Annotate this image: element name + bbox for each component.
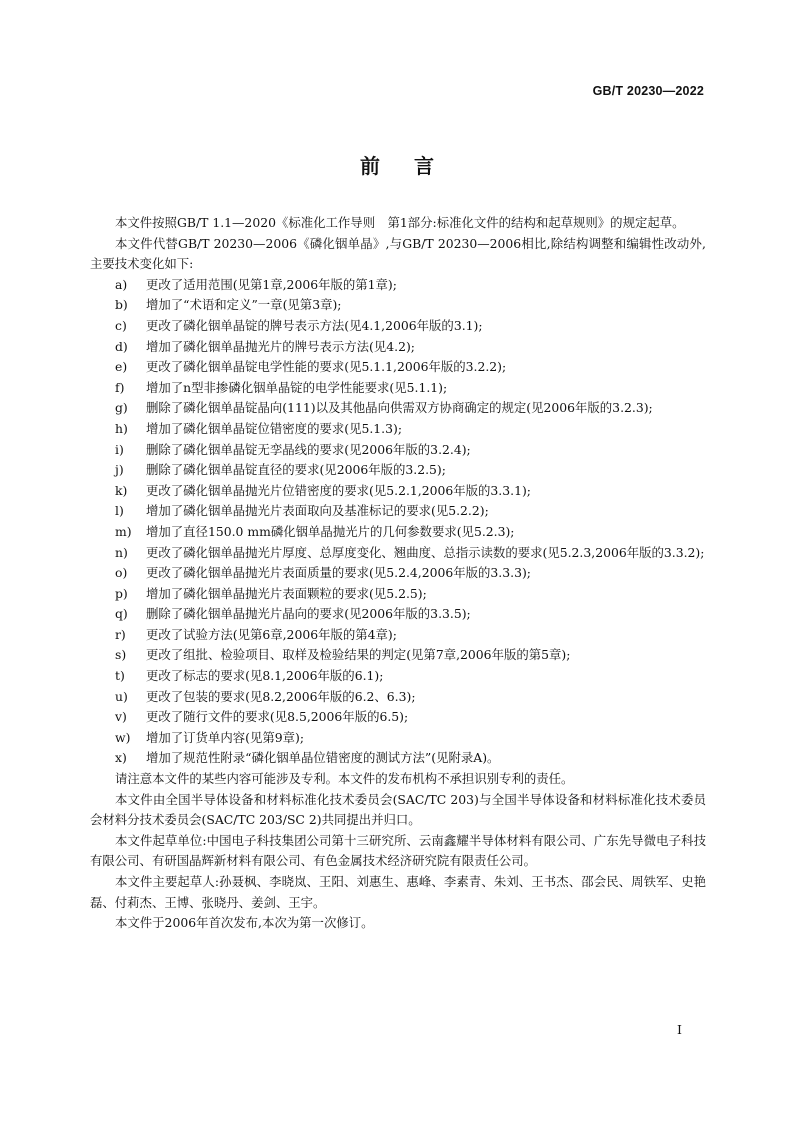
closing-paragraph: 本文件主要起草人:孙聂枫、李晓岚、王阳、刘惠生、惠峰、李素青、朱刘、王书杰、邵会民、周铁军、史艳磊、付莉杰、王博、张晓丹、姜剑、王宇。 <box>90 874 706 910</box>
change-item-text: 增加了n型非掺磷化铟单晶锭的电学性能要求(见5.1.1); <box>146 379 448 395</box>
change-item-text: 增加了磷化铟单晶锭位错密度的要求(见5.1.3); <box>146 420 403 436</box>
change-item <box>115 625 706 646</box>
change-item <box>115 522 706 543</box>
change-item <box>115 645 706 666</box>
change-item-label: p) <box>115 585 128 601</box>
change-item-text: 更改了磷化铟单晶抛光片厚度、总厚度变化、翘曲度、总指示读数的要求(见5.2.3,2006年版的3.3.2); <box>146 544 705 560</box>
change-item-text: 更改了试验方法(见第6章,2006年版的第4章); <box>146 626 397 642</box>
page-number: I <box>677 1022 682 1037</box>
change-item-text: 增加了规范性附录“磷化铟单晶位错密度的测试方法”(见附录A)。 <box>146 750 500 766</box>
change-item <box>115 357 706 378</box>
change-item-text: 增加了订货单内容(见第9章); <box>146 729 305 745</box>
change-item-label: h) <box>115 420 128 436</box>
change-item-text: 更改了磷化铟单晶抛光片表面质量的要求(见5.2.4,2006年版的3.3.3); <box>146 565 531 581</box>
change-item-label: l) <box>115 503 124 519</box>
closing-paragraph: 本文件于2006年首次发布,本次为第一次修订。 <box>115 915 374 931</box>
change-item <box>115 584 706 605</box>
change-item-label: u) <box>115 688 128 704</box>
change-item <box>115 687 706 708</box>
changes-list <box>90 275 706 769</box>
change-item <box>115 604 706 625</box>
change-item-label: r) <box>115 626 126 642</box>
change-item <box>115 748 706 769</box>
change-item-text: 更改了磷化铟单晶锭电学性能的要求(见5.1.1,2006年版的3.2.2); <box>146 359 507 375</box>
change-item-text: 更改了标志的要求(见8.1,2006年版的6.1); <box>146 668 384 684</box>
change-item-label: j) <box>115 462 124 478</box>
change-item-text: 增加了磷化铟单晶抛光片表面颗粒的要求(见5.2.5); <box>146 585 427 601</box>
change-item-text: 更改了磷化铟单晶抛光片位错密度的要求(见5.2.1,2006年版的3.3.1); <box>146 482 531 498</box>
change-item-label: a) <box>115 276 128 292</box>
change-item-label: e) <box>115 359 128 375</box>
change-item-label: b) <box>115 297 128 313</box>
change-item <box>115 460 706 481</box>
change-item-label: n) <box>115 544 128 560</box>
change-item-label: i) <box>115 441 124 457</box>
standard-number: GB/T 20230—2022 <box>592 84 704 98</box>
change-item-label: c) <box>115 317 127 333</box>
change-item <box>115 295 706 316</box>
change-item-text: 增加了“术语和定义”一章(见第3章); <box>146 297 342 313</box>
intro-paragraph: 本文件按照GB/T 1.1—2020《标准化工作导则 第1部分:标准化文件的结构和起草规则》的规定起草。 <box>115 215 685 230</box>
change-item <box>115 501 706 522</box>
change-item-label: s) <box>115 647 127 663</box>
change-item-label: k) <box>115 482 128 498</box>
change-item-label: t) <box>115 668 125 684</box>
change-item-text: 更改了随行文件的要求(见8.5,2006年版的6.5); <box>146 709 409 725</box>
change-item-label: f) <box>115 379 125 395</box>
change-item-text: 更改了组批、检验项目、取样及检验结果的判定(见第7章,2006年版的第5章); <box>146 647 571 663</box>
change-item-label: w) <box>115 729 131 745</box>
change-item <box>115 337 706 358</box>
change-item-text: 删除了磷化铟单晶抛光片晶向的要求(见2006年版的3.3.5); <box>146 606 471 622</box>
change-item <box>115 378 706 399</box>
change-item-label: d) <box>115 338 128 354</box>
change-item <box>115 728 706 749</box>
closing-paragraph: 本文件起草单位:中国电子科技集团公司第十三研究所、云南鑫耀半导体材料有限公司、广东先导微电子科技有限公司、有研国晶辉新材料有限公司、有色金属技术经济研究院有限责任公司。 <box>90 832 706 869</box>
change-item <box>115 543 706 564</box>
change-item <box>115 563 706 584</box>
change-item-text: 增加了磷化铟单晶抛光片的牌号表示方法(见4.2); <box>146 338 415 354</box>
change-item-text: 增加了直径150.0 mm磷化铟单晶抛光片的几何参数要求(见5.2.3); <box>146 523 515 539</box>
page-title: 前言 <box>360 154 468 178</box>
closing-paragraph: 请注意本文件的某些内容可能涉及专利。本文件的发布机构不承担识别专利的责任。 <box>115 771 574 787</box>
change-item <box>115 419 706 440</box>
change-item <box>115 275 706 296</box>
change-item-text: 更改了磷化铟单晶锭的牌号表示方法(见4.1,2006年版的3.1); <box>146 317 483 333</box>
change-item <box>115 707 706 728</box>
change-item-label: o) <box>115 565 128 581</box>
change-item-label: m) <box>115 523 132 539</box>
change-item <box>115 440 706 461</box>
change-item-text: 删除了磷化铟单晶锭晶向(111)以及其他晶向供需双方协商确定的规定(见2006年版的3.2.3); <box>146 400 653 416</box>
change-item <box>115 481 706 502</box>
change-item-text: 更改了适用范围(见第1章,2006年版的第1章); <box>146 276 397 292</box>
intro-paragraph: 本文件代替GB/T 20230—2006《磷化铟单晶》,与GB/T 20230—2006相比,除结构调整和编辑性改动外,主要技术变化如下: <box>90 235 706 272</box>
change-item-text: 删除了磷化铟单晶锭直径的要求(见2006年版的3.2.5); <box>146 462 446 478</box>
document-body <box>90 213 706 934</box>
change-item-label: g) <box>115 400 128 416</box>
change-item <box>115 666 706 687</box>
change-item-text: 删除了磷化铟单晶锭无孪晶线的要求(见2006年版的3.2.4); <box>146 441 471 457</box>
closing-paragraph: 本文件由全国半导体设备和材料标准化技术委员会(SAC/TC 203)与全国半导体设备和材料标准化技术委员会材料分技术委员会(SAC/TC 203/SC 2)共同提出并归口。 <box>90 791 706 828</box>
change-item-label: x) <box>115 750 127 766</box>
change-item <box>115 398 706 419</box>
change-item-text: 增加了磷化铟单晶抛光片表面取向及基准标记的要求(见5.2.2); <box>146 503 489 519</box>
change-item-label: q) <box>115 606 128 622</box>
change-item <box>115 316 706 337</box>
change-item-text: 更改了包装的要求(见8.2,2006年版的6.2、6.3); <box>146 688 416 704</box>
change-item-label: v) <box>115 709 127 725</box>
